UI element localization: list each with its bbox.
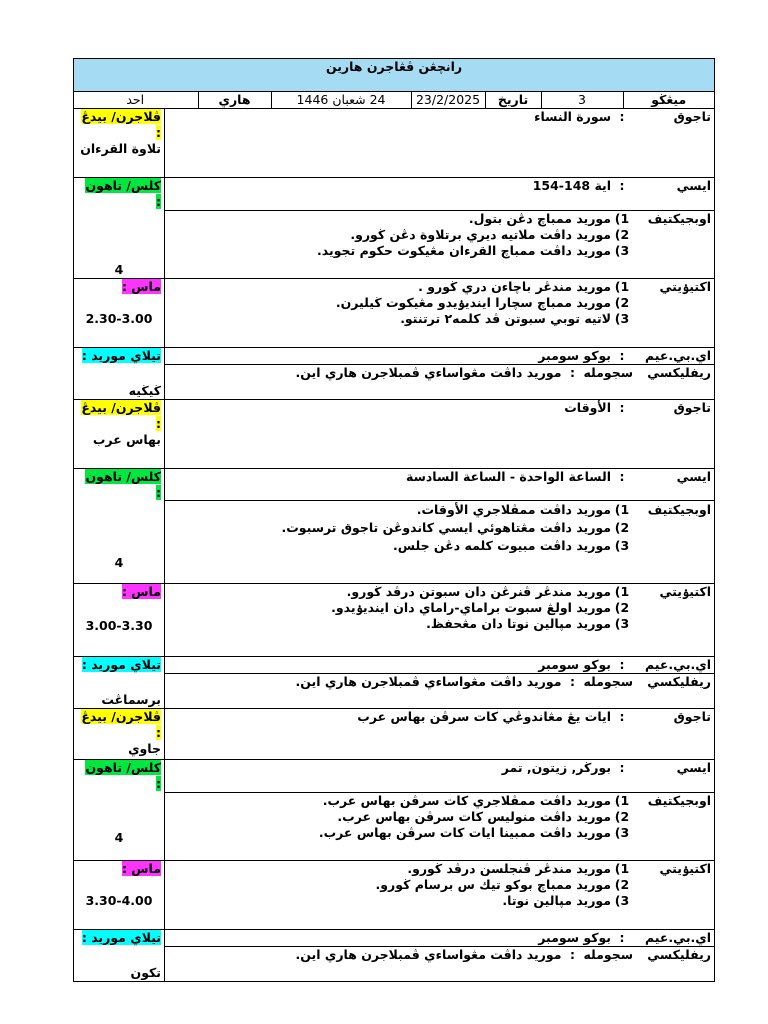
objective-item: موريد ممباچ دڠن بتول. — [468, 210, 612, 226]
tape-cell — [74, 946, 165, 981]
tape-cell-top — [74, 929, 165, 946]
subject-cell — [74, 709, 165, 760]
reflection-label: ريفليكسي — [647, 674, 712, 689]
class-cell — [74, 178, 165, 211]
tape-label: تيلاي موريد : — [81, 929, 161, 945]
year-value: 4 — [114, 555, 124, 570]
header-row — [74, 92, 715, 109]
topic-cell: تاجوق:ايات يڠ مڠاندوڠي كات سرڤن بهاس عرب — [165, 709, 715, 760]
tape-label: تيلاي موريد : — [81, 347, 161, 363]
class-label: كلس/ تاهون : — [85, 760, 161, 791]
topic-value: سورة النساء — [534, 109, 612, 124]
year-cell — [74, 210, 165, 278]
pages-cell: ايسي:اية 148-154 — [165, 178, 715, 211]
time-cell — [74, 278, 165, 347]
pbd-cell: اي.بي.عيم:بوكو سومبر — [165, 347, 715, 364]
objective-item: موريد داڤت ممڤلاجري كات سرڤن بهاس عرب. — [322, 792, 612, 808]
pages-value: بورڬر, زيتون, تمر — [501, 760, 612, 775]
objectives-cell: اوبجيكتيف1)موريد داڤت ممڤلاجري كات سرڤن بهاس عرب. 2)موريد داڤت منوليس كات سرڤن بهاس عرب. 3)موريد داڤت ممبينا ايات كات سرڤن بهاس عرب. — [165, 792, 715, 860]
time-value: 3.30-4.00 — [85, 892, 153, 908]
reflection-cell: ريفليكسيسجومله:موريد داڤت مڠواساءي ڤمبلاجرن هاري اين. — [165, 364, 715, 399]
date-gregorian: 23/2/2025 — [411, 92, 485, 108]
topic-label: تاجوق — [673, 399, 712, 415]
activity-item: موريد مڽالين نوتا دان مڠحفظ. — [426, 616, 612, 631]
activity-item: موريد مڽالين نوتا. — [502, 892, 612, 908]
class-cell — [74, 468, 165, 501]
pbd-label: اي.بي.عيم — [644, 347, 712, 363]
activity-item: لاتيه توبي سبوتن ڤد كلمه٢ ترتنتو. — [400, 310, 612, 326]
subject-label: ڤلاجرن/ بيدڠ : — [81, 709, 161, 740]
time-cell — [74, 860, 165, 929]
lesson-plan-table — [73, 58, 715, 982]
objective-item: موريد داڤت ممڤلاجري الأوقات. — [416, 502, 612, 517]
pbd-value: بوكو سومبر — [538, 929, 612, 945]
activity-label: اكتيۏيتي — [659, 860, 712, 876]
objectives-cell: اوبجيكتيف1)موريد داڤت ممڤلاجري الأوقات. 2)موريد داڤت مڠتاهوئي ايسي كاندوڠن تاجوق ترسبوت. 3)موريد داڤت مبيوت كلمه دڠن جلس. — [165, 501, 715, 584]
objective-label: اوبجيكتيف — [647, 502, 712, 517]
day-label: هاري — [198, 92, 271, 108]
activity-item: موريد مندڠر ڤنجلسن درڤد ڬورو. — [407, 860, 612, 876]
reflection-text: موريد داڤت مڠواساءي ڤمبلاجرن هاري اين. — [295, 364, 562, 380]
objectives-cell: اوبجيكتيف1)موريد ممباچ دڠن بتول. 2)موريد داڤت ملاتيه ديري برتلاوة دڠن ڬورو. 3)موريد داڤت ممباچ القرءان مڠيكوت حكوم تجويد. — [165, 210, 715, 278]
objective-item: موريد داڤت ممباچ القرءان مڠيكوت حكوم تجويد. — [317, 242, 612, 258]
activity-label: اكتيۏيتي — [659, 278, 712, 294]
activity-label: اكتيۏيتي — [659, 584, 712, 599]
tape-cell-top — [74, 657, 165, 674]
objective-label: اوبجيكتيف — [647, 210, 712, 226]
page-title: رانچڠن ڤڠاجرن هارين — [74, 59, 715, 92]
pages-value: اية 148-154 — [532, 178, 612, 193]
subject-label: ڤلاجرن/ بيدڠ : — [81, 109, 161, 140]
pages-cell: ايسي:بورڬر, زيتون, تمر — [165, 760, 715, 793]
activity-item: موريد مندڠر ڤنرڠن دان سبوتن درڤد ڬورو. — [346, 584, 612, 599]
time-cell — [74, 584, 165, 657]
objective-item: موريد داڤت منوليس كات سرڤن بهاس عرب. — [337, 808, 612, 824]
tape-cell — [74, 364, 165, 399]
year-cell — [74, 501, 165, 584]
activity-item: موريد مندڠر باچاءن دري ڬورو . — [418, 278, 612, 294]
time-label: ماس : — [121, 278, 161, 294]
tape-cell-top — [74, 347, 165, 364]
reflection-cell: ريفليكسيسجومله:موريد داڤت مڠواساءي ڤمبلاجرن هاري اين. — [165, 946, 715, 981]
activity-item: موريد ممباچ بوكو تيك س برسام ڬورو. — [375, 876, 612, 892]
activity-item: موريد اولڠ سبوت براماي-راماي دان اينديۏيدو. — [331, 600, 612, 615]
subject-cell — [74, 109, 165, 178]
tape-cell — [74, 674, 165, 709]
subject-label: ڤلاجرن/ بيدڠ : — [81, 399, 161, 431]
objective-item: موريد داڤت ملاتيه ديري برتلاوة دڠن ڬورو. — [350, 226, 612, 242]
subject-cell — [74, 399, 165, 468]
class-label: كلس/ تاهون : — [85, 178, 161, 209]
date-label: تاريخ — [485, 92, 541, 108]
objective-item: موريد داڤت مبيوت كلمه دڠن جلس. — [393, 538, 612, 553]
class-cell — [74, 760, 165, 793]
objective-item: موريد داڤت مڠتاهوئي ايسي كاندوڠن تاجوق ترسبوت. — [281, 520, 612, 535]
topic-label: تاجوق — [673, 709, 712, 724]
pages-cell: ايسي:الساعة الواحدة - الساعة السادسة — [165, 468, 715, 501]
subject-value: بهاس عرب — [92, 431, 161, 447]
objective-label: اوبجيكتيف — [647, 792, 712, 808]
year-value: 4 — [114, 261, 124, 277]
pbd-label: اي.بي.عيم — [644, 929, 712, 945]
pages-value: الساعة الواحدة - الساعة السادسة — [406, 468, 612, 484]
reflection-sub-label: سجومله — [583, 946, 634, 962]
pages-label: ايسي — [676, 178, 712, 193]
topic-value: الأوقات — [564, 399, 612, 415]
time-label: ماس : — [121, 860, 161, 876]
pbd-cell: اي.بي.عيم:بوكو سومبر — [165, 929, 715, 946]
subject-value: جاوي — [128, 741, 161, 756]
reflection-label: ريفليكسي — [647, 364, 712, 380]
tape-value: برسماڠت — [101, 692, 161, 707]
class-label: كلس/ تاهون : — [85, 468, 161, 500]
pbd-cell: اي.بي.عيم:بوكو سومبر — [165, 657, 715, 674]
topic-value: ايات يڠ مڠاندوڠي كات سرڤن بهاس عرب — [357, 709, 612, 724]
topic-cell: تاجوق:الأوقات — [165, 399, 715, 468]
week-label: ميڠڬو — [623, 92, 714, 108]
date-hijri: 24 شعبان 1446 — [271, 92, 411, 108]
time-value: 2.30-3.00 — [85, 310, 153, 326]
activity-item: موريد ممباچ سچارا اينديۏيدو مڠيكوت ڬيليرن. — [335, 294, 612, 310]
activities-cell: اكتيۏيتي1)موريد مندڠر ڤنرڠن دان سبوتن درڤد ڬورو. 2)موريد اولڠ سبوت براماي-راماي دان اينديۏيدو. 3)موريد مڽالين نوتا دان مڠحفظ. — [165, 584, 715, 657]
pbd-value: بوكو سومبر — [538, 347, 612, 363]
objective-item: موريد داڤت ممبينا ايات كات سرڤن بهاس عرب. — [318, 824, 612, 840]
pbd-value: بوكو سومبر — [538, 657, 612, 672]
tape-label: تيلاي موريد : — [81, 657, 161, 672]
year-cell — [74, 792, 165, 860]
week-value: 3 — [541, 92, 623, 108]
subject-value: تلاوة القرءان — [80, 141, 161, 156]
activities-cell: اكتيۏيتي1)موريد مندڠر باچاءن دري ڬورو . 2)موريد ممباچ سچارا اينديۏيدو مڠيكوت ڬيليرن. 3)لاتيه توبي سبوتن ڤد كلمه٢ ترتنتو. — [165, 278, 715, 347]
day-value: احد — [126, 92, 145, 107]
activities-cell: اكتيۏيتي1)موريد مندڠر ڤنجلسن درڤد ڬورو. 2)موريد ممباچ بوكو تيك س برسام ڬورو. 3)موريد مڽالين نوتا. — [165, 860, 715, 929]
reflection-cell: ريفليكسيسجومله:موريد داڤت مڠواساءي ڤمبلاجرن هاري اين. — [165, 674, 715, 709]
reflection-text: موريد داڤت مڠواساءي ڤمبلاجرن هاري اين. — [295, 946, 562, 962]
pbd-label: اي.بي.عيم — [644, 657, 712, 672]
pages-label: ايسي — [676, 468, 712, 484]
topic-cell: تاجوق:سورة النساء — [165, 109, 715, 178]
reflection-sub-label: سجومله — [583, 674, 634, 689]
year-value: 4 — [114, 829, 124, 845]
reflection-text: موريد داڤت مڠواساءي ڤمبلاجرن هاري اين. — [295, 674, 562, 689]
tape-value: ڬيڬيه — [128, 382, 161, 398]
topic-label: تاجوق — [673, 109, 712, 124]
pages-label: ايسي — [676, 760, 712, 775]
reflection-label: ريفليكسي — [647, 946, 712, 962]
time-value: 3.00-3.30 — [85, 618, 153, 633]
time-label: ماس : — [121, 584, 161, 599]
tape-value: تكون — [130, 964, 161, 980]
reflection-sub-label: سجومله — [583, 364, 634, 380]
